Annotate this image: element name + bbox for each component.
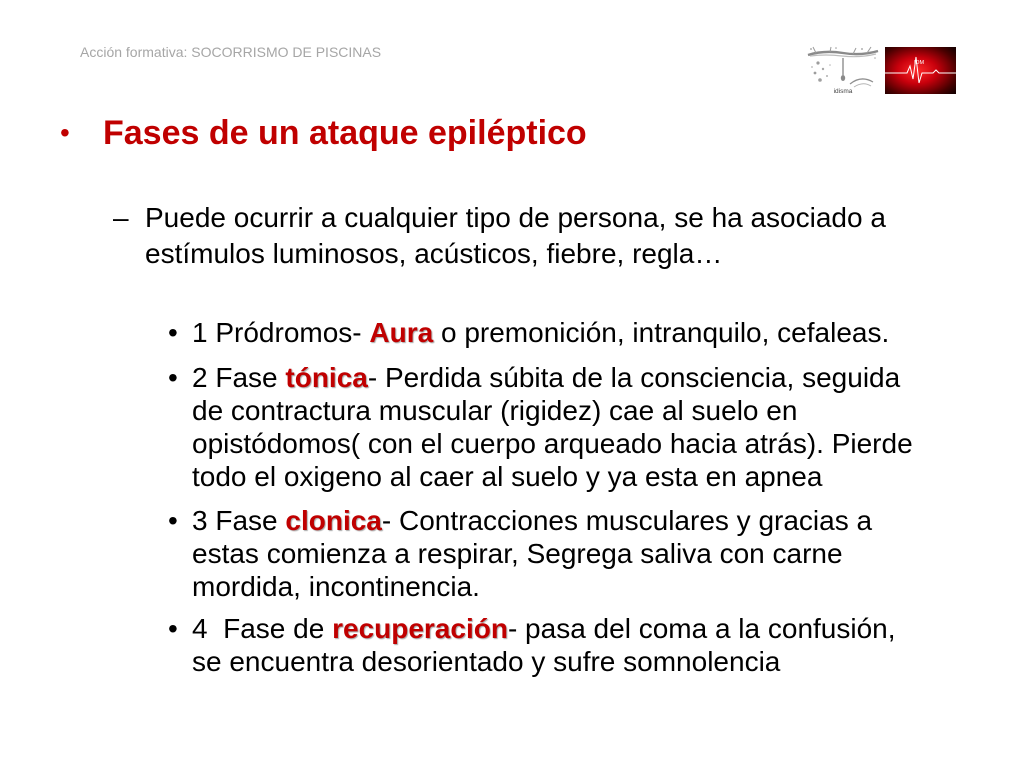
phase-3-prefix: 3 Fase xyxy=(192,505,286,536)
phase-2-line-4: todo el oxigeno al caer al suelo y ya esta en apnea xyxy=(192,461,823,492)
idisma-logo xyxy=(806,46,880,96)
phase-4-line-2: se encuentra desorientado y sufre somnolencia xyxy=(192,646,781,677)
phase-1-keyword: Aura xyxy=(369,317,434,348)
phase-4-line-1 xyxy=(192,612,896,645)
phase-2-line-2: de contractura muscular (rigidez) cae al suelo en xyxy=(192,395,798,426)
intro-line-2: estímulos luminosos, acústicos, fiebre, regla… xyxy=(145,238,723,269)
phase-2-item xyxy=(192,361,913,493)
idm-logo xyxy=(885,47,956,94)
intro-dash: – xyxy=(113,202,129,233)
idisma-logo-text: idisma xyxy=(833,88,853,95)
intro-line-1: Puede ocurrir a cualquier tipo de persona, se ha asociado a xyxy=(145,202,886,233)
idm-logo-text: IDM xyxy=(913,60,925,66)
phase-3-suffix: - Contracciones musculares y gracias a xyxy=(381,505,873,536)
phase-3-line-2: estas comienza a respirar, Segrega saliva con carne xyxy=(192,538,843,569)
phase-2-bullet: • xyxy=(168,362,178,393)
intro-text xyxy=(145,200,886,272)
phase-3-line-1 xyxy=(192,504,872,537)
phase-2-line-3: opistódomos( con el cuerpo arqueado hacia atrás). Pierde xyxy=(192,428,913,459)
splash-graphic xyxy=(808,47,878,87)
phase-3-item xyxy=(192,504,872,603)
phase-1-line-1 xyxy=(192,316,889,349)
phase-3-keyword: clonica xyxy=(285,505,382,536)
course-header: Acción formativa: SOCORRISMO DE PISCINAS xyxy=(80,44,382,60)
phase-4-prefix: 4 Fase de xyxy=(192,613,333,644)
phase-2-suffix: - Perdida súbita de la consciencia, seguida xyxy=(367,362,901,393)
phase-2-keyword: tónica xyxy=(285,362,368,393)
phase-2-prefix: 2 Fase xyxy=(192,362,286,393)
phase-4-bullet: • xyxy=(168,613,178,644)
phase-3-bullet: • xyxy=(168,505,178,536)
slide-title: Fases de un ataque epiléptico xyxy=(103,114,587,152)
phase-3-line-3: mordida, incontinencia. xyxy=(192,571,480,602)
phase-2-line-1 xyxy=(192,361,913,394)
phase-1-item xyxy=(192,316,889,349)
phase-4-suffix: - pasa del coma a la confusión, xyxy=(507,613,896,644)
phase-1-prefix: 1 Pródromos- xyxy=(192,317,370,348)
idm-logo-background xyxy=(885,47,956,94)
phase-1-bullet: • xyxy=(168,317,178,348)
phase-4-keyword: recuperación xyxy=(332,613,508,644)
title-bullet: • xyxy=(60,117,70,148)
phase-4-item xyxy=(192,612,896,678)
phase-1-suffix: o premonición, intranquilo, cefaleas. xyxy=(433,317,890,348)
